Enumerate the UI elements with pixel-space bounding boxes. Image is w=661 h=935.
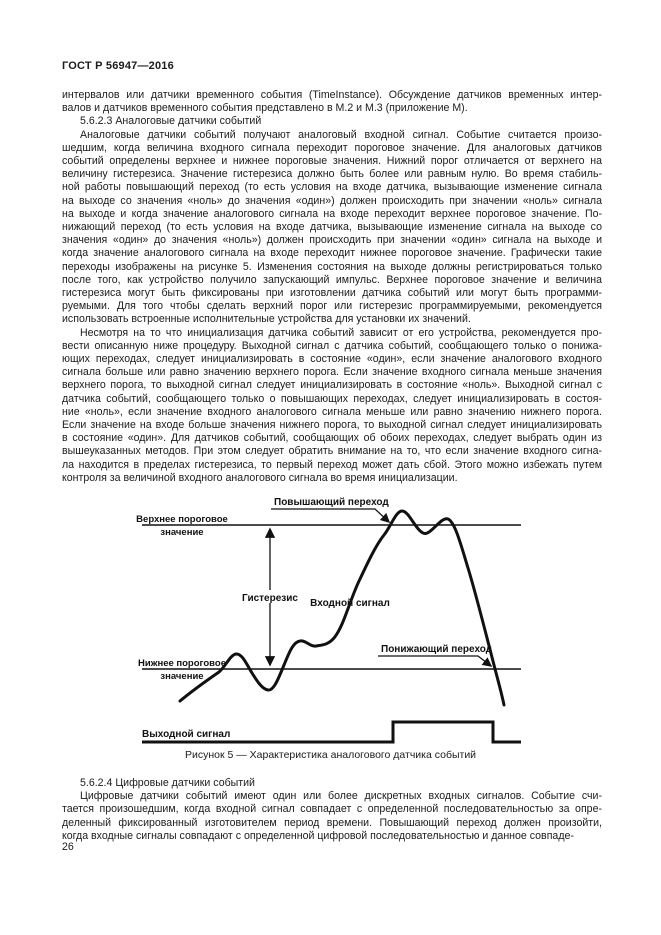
- text-line: сигнала больше или равно значению верхнего порога. Если значение входного сигнала меньше значения: [62, 366, 602, 379]
- text-line: вести описанную ниже процедуру. Выходной сигнал с датчика событий, сообщающего только о понижа-: [62, 339, 602, 352]
- paragraph: [62, 790, 602, 843]
- text-line: деленный фиксированный изготовителем период времени. Повышающий переход должен произойти,: [62, 816, 602, 829]
- text-line: валов и датчиков временного события представлено в М.2 и М.3 (приложение М).: [62, 102, 468, 115]
- text-line: использовать встроенные исполнительные устройства для установки их значений.: [62, 313, 471, 326]
- text-line: контроля за величиной входного аналогового сигнала во время инициализации.: [62, 471, 458, 484]
- text-line: вышеуказанных методов. При этом следует обратить внимание на то, что если значение входного сигна-: [62, 445, 602, 458]
- text-line: Если значение на входе больше значения нижнего порога, то выходной сигнал следует инициализировать: [62, 419, 602, 432]
- text-line: 5.6.2.3 Аналоговые датчики событий: [80, 115, 262, 128]
- text-line: в состояние «один». Для датчиков событий, сообщающих об обоих переходах, следует выбрать один из: [62, 432, 602, 445]
- text-line: на выходе со значения «ноль» до значения «один») должен происходить при значении «ноль» сигнала: [62, 194, 602, 207]
- document-header: ГОСТ Р 56947—2016: [62, 60, 174, 72]
- text-line: на выходе и когда значение аналогового сигнала на входе переходит верхнее пороговое значение. По-: [62, 207, 602, 220]
- lower-threshold-label-line2: значение: [160, 671, 204, 682]
- paragraph: [62, 777, 602, 790]
- rising-transition-label: Повышающий переход: [274, 497, 389, 508]
- text-line: когда значение аналогового сигнала на входе переходит нижнее пороговое значение. Графически такие: [62, 247, 602, 260]
- text-line: ла находится в пределах гистерезиса, то первый переход может дать сбой. Этого можно избежать путем: [62, 458, 602, 471]
- text-line: Аналоговые датчики событий получают аналоговый входной сигнал. Событие считается произо-: [80, 128, 602, 141]
- body-text-bottom: [62, 777, 602, 843]
- figure-caption: Рисунок 5 — Характеристика аналогового датчика событий: [184, 749, 477, 761]
- falling-transition-pointer: [378, 656, 491, 666]
- paragraph: [62, 115, 602, 128]
- page-number: 26: [62, 841, 74, 853]
- text-line: ной работы повышающий переход (то есть условия на входе датчика, вызывающие изменение сигнала: [62, 181, 602, 194]
- text-line: величину гистерезиса. Значение гистерезиса должно быть более или равным нулю. Во время стабиль-: [62, 168, 602, 181]
- text-line: тается произошедшим, когда входной сигнал совпадает с определенной последовательностью за опре-: [62, 803, 602, 816]
- text-line: ние «ноль», если значение входного аналогового сигнала меньше или равно значению нижнего порога.: [62, 405, 602, 418]
- text-line: нижающий переход (то есть условия на входе датчика, вызывающие изменение сигнала на выходе со: [62, 221, 602, 234]
- text-line: шедшим, когда величина входного сигнала переходит пороговое значение. Для аналоговых датчиков: [62, 141, 602, 154]
- text-line: гистерезиса могут быть фиксированы при изготовлении датчика событий или могут быть программи-: [62, 287, 602, 300]
- rising-transition-pointer: [271, 509, 389, 522]
- text-line: руемыми. Для того чтобы сделать верхний порог или гистерезис программируемыми, рекомендуется: [62, 300, 602, 313]
- text-line: верхнего порога, то выходной сигнал следует инициализировать в состояние «ноль». Выходной сигнал с: [62, 379, 602, 392]
- text-line: событий определены верхнее и нижнее пороговые значения. Нижний порог отличается от верхнего на: [62, 155, 602, 168]
- hysteresis-label: Гистерезис: [242, 593, 298, 604]
- upper-threshold-label-line1: Верхнее пороговое: [136, 514, 228, 525]
- text-line: после того, как устройство получило запускающий импульс. Верхнее пороговое значение и величина: [62, 273, 602, 286]
- text-line: Цифровые датчики событий имеют один или более дискретных входных сигналов. Событие счи-: [80, 790, 602, 803]
- text-line: 5.6.2.4 Цифровые датчики событий: [80, 777, 255, 789]
- output-signal-label: Выходной сигнал: [142, 729, 231, 740]
- input-signal-label: Входной сигнал: [310, 598, 390, 609]
- text-line: переходы изображены на рисунке 5. Изменения состояния на выходе должны регистрироваться только: [62, 260, 602, 273]
- text-line: значения «один» до значения «ноль») должен происходить при значении «один» сигнала на выходе и: [62, 234, 602, 247]
- paragraph: [62, 89, 602, 115]
- text-line: интервалов или датчики временного события (TimeInstance). Обсуждение датчиков временных интер-: [62, 89, 602, 101]
- lower-threshold-label-line1: Нижнее пороговое: [138, 658, 226, 669]
- text-line: ющих переходах, следует инициализировать в состояние «один», если значение аналогового входного: [62, 353, 602, 366]
- text-line: когда входные сигналы совпадают с определенной цифровой последовательностью и данное совпаде-: [62, 829, 574, 842]
- upper-threshold-label-line2: значение: [160, 527, 204, 538]
- figure-5: [135, 488, 565, 748]
- paragraph: [62, 327, 602, 485]
- text-line: Несмотря на то что инициализация датчика событий зависит от его устройства, рекомендуется про-: [80, 326, 602, 339]
- falling-transition-label: Понижающий переход: [381, 644, 493, 655]
- paragraph: [62, 129, 602, 327]
- body-text-top: [62, 89, 602, 485]
- text-line: датчика событий, сообщающего только о повышающих переходах, следует инициализировать в состоя-: [62, 392, 602, 405]
